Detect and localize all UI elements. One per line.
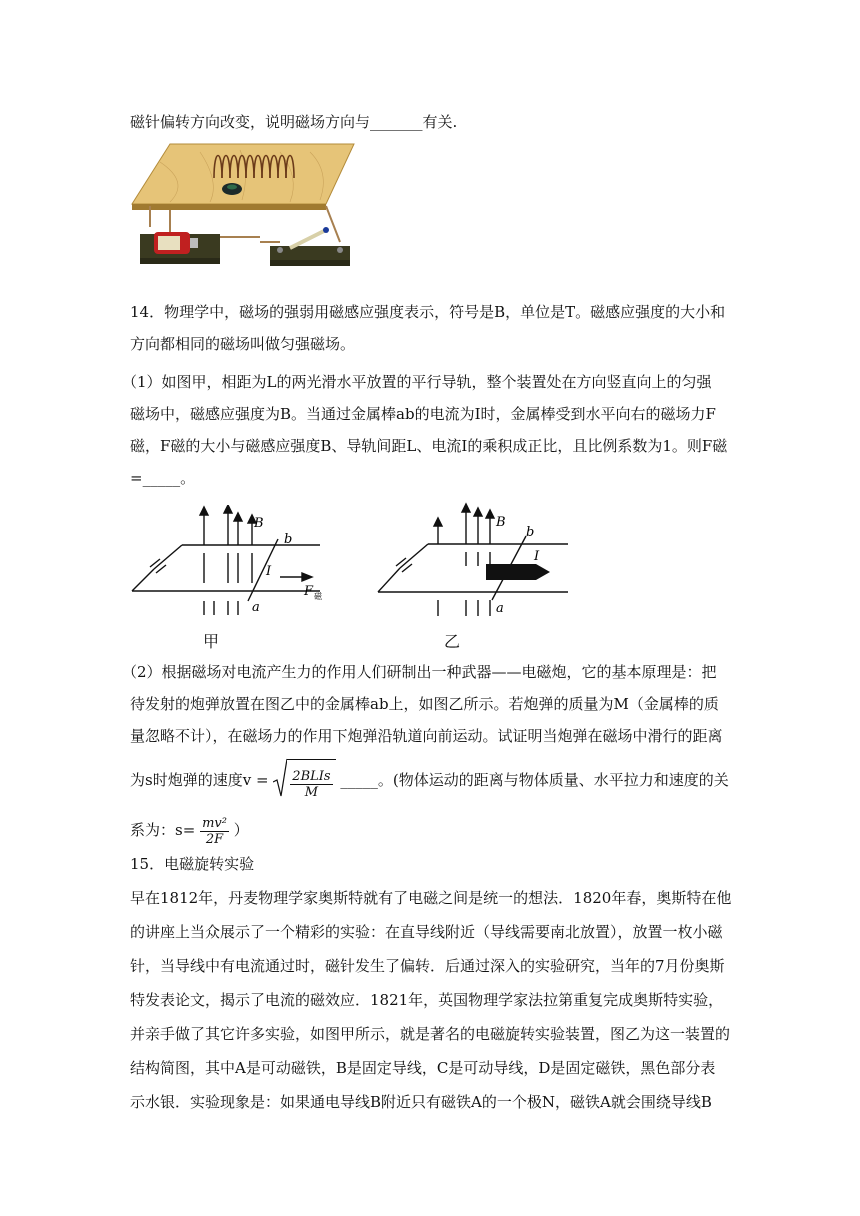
figure-yi-label-b: b — [526, 525, 535, 540]
figure-jia-rails — [130, 505, 330, 625]
distance-formula-denominator: 2F — [205, 831, 224, 847]
q15-line5: 并亲手做了其它许多实验，如图甲所示，就是著名的电磁旋转实验装置，图乙为这一装置的 — [130, 1025, 731, 1043]
q14-part2-line4-prefix: 为s时炮弹的速度v = — [130, 771, 269, 789]
q14-intro-line2: 方向都相同的磁场叫做匀强磁场。 — [130, 335, 356, 353]
figure-jia-label-b: b — [284, 532, 293, 547]
figure-yi-label-B: B — [496, 515, 506, 530]
q15-line6: 结构简图，其中A是可动磁铁，B是固定导线，C是可动导线，D是固定磁铁，黑色部分表 — [130, 1059, 716, 1077]
figure-jia-label-F-sub: 磁 — [314, 592, 322, 601]
distance-formula-fraction — [200, 816, 229, 847]
q14-part2-line4 — [130, 758, 729, 800]
q14-part1-line1: （1）如图甲，相距为L的两光滑水平放置的平行导轨，整个装置处在方向竖直向上的匀强 — [122, 373, 712, 391]
velocity-formula-numerator: 2BLIs — [292, 768, 331, 784]
q14-part2-line4-suffix: _____。(物体运动的距离与物体质量、水平拉力和速度的关 — [340, 771, 729, 789]
figure-jia-label-F: F — [304, 584, 314, 599]
figure-yi-caption: 乙 — [444, 632, 461, 651]
velocity-formula-sqrt — [273, 758, 335, 804]
q14-part1-line2: 磁场中，磁感应强度为B。当通过金属棒ab的电流为I时，金属棒受到水平向右的磁场力F — [130, 405, 716, 423]
q15-line3: 针，当导线中有电流通过时，磁针发生了偏转．后通过深入的实验研究，当年的7月份奥斯 — [130, 957, 725, 975]
q14-part2-line2: 待发射的炮弹放置在图乙中的金属棒ab上，如图乙所示。若炮弹的质量为M（金属棒的质 — [130, 695, 719, 713]
q14-part2-line5 — [130, 810, 249, 850]
q14-intro-line1: 14．物理学中，磁场的强弱用磁感应强度表示，符号是B，单位是T。磁感应强度的大小和 — [130, 303, 726, 321]
q14-part1-line3: 磁，F磁的大小与磁感应强度B、导轨间距L、电流I的乘积成正比，且比例系数为1。则F磁 — [130, 437, 728, 455]
q14-part2-line3: 量忽略不计），在磁场力的作用下炮弹沿轨道向前运动。试证明当炮弹在磁场中滑行的距离 — [130, 727, 723, 745]
figure-yi-label-I: I — [534, 549, 540, 564]
q14-part2-line1: （2）根据磁场对电流产生力的作用人们研制出一种武器——电磁炮，它的基本原理是：把 — [122, 663, 717, 681]
q14-part2-line5-prefix: 系为：s= — [130, 821, 196, 839]
q14-part2-line5-suffix: ） — [233, 821, 249, 839]
velocity-formula-fraction — [290, 769, 332, 800]
q14-part1-line4: =_____。 — [130, 469, 196, 487]
radical-sign — [273, 758, 287, 798]
distance-formula-numerator: mv² — [202, 815, 227, 831]
q15-line4: 特发表论文，揭示了电流的磁效应．1821年，英国物理学家法拉第重复完成奥斯特实验， — [130, 991, 724, 1009]
q15-line1: 早在1812年，丹麦物理学家奥斯特就有了电磁之间是统一的想法．1820年春，奥斯特在他 — [130, 889, 732, 907]
figure-jia-label-B: B — [254, 516, 264, 531]
q15-line2: 的讲座上当众展示了一个精彩的实验：在直导线附近（导线需要南北放置），放置一枚小磁 — [130, 923, 723, 941]
solenoid-compass-photo — [130, 142, 356, 270]
figure-jia-caption: 甲 — [203, 632, 220, 651]
answer-line-magnetic-direction: 磁针偏转方向改变，说明磁场方向与_______有关. — [130, 113, 458, 131]
figure-jia-label-a: a — [252, 600, 260, 615]
q15-title: 15．电磁旋转实验 — [130, 855, 255, 873]
figure-yi-label-a: a — [496, 601, 504, 616]
q15-line7: 示水银．实验现象是：如果通电导线B附近只有磁铁A的一个极N，磁铁A就会围绕导线B — [130, 1093, 712, 1111]
figure-yi-rails — [374, 500, 574, 625]
figure-jia-label-I: I — [266, 564, 272, 579]
velocity-formula-denominator: M — [304, 784, 319, 800]
